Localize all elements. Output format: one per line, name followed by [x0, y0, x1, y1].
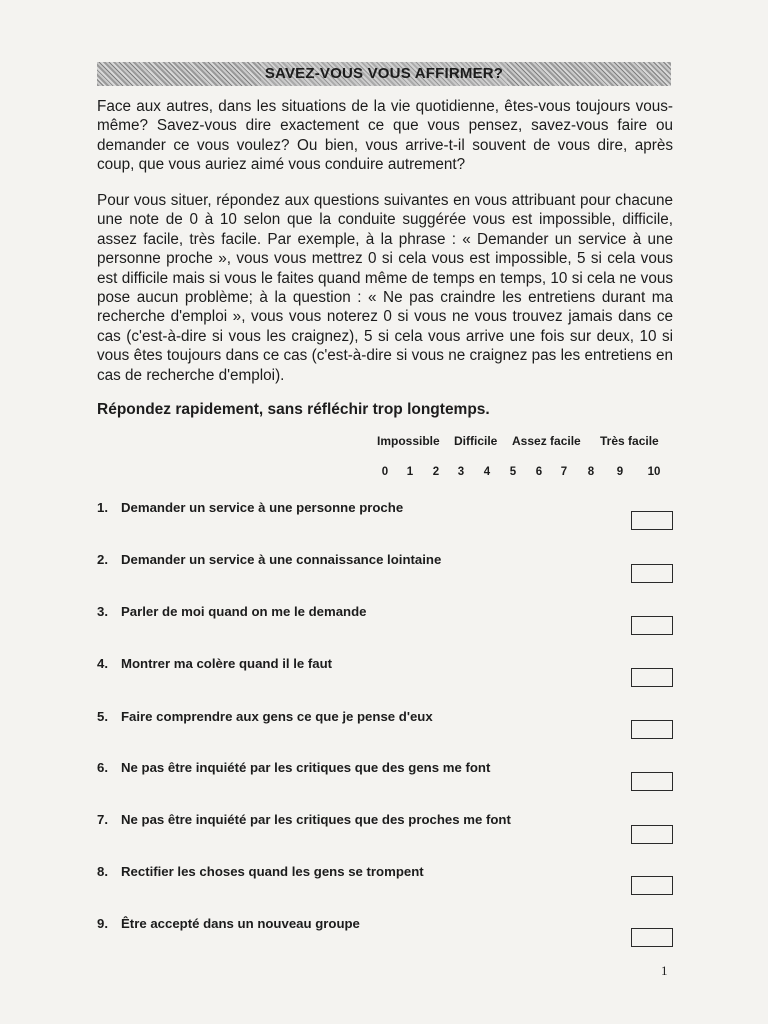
- question-text: Rectifier les choses quand les gens se trompent: [121, 864, 424, 879]
- question-text: Faire comprendre aux gens ce que je pense d'eux: [121, 709, 433, 724]
- question-number: 3.: [97, 604, 108, 619]
- question-item: [97, 760, 490, 775]
- page-number: 1: [661, 963, 668, 978]
- scale-number: 6: [535, 466, 543, 478]
- question-item: [97, 500, 403, 515]
- question-text: Ne pas être inquiété par les critiques que des proches me font: [121, 812, 511, 827]
- question-text: Être accepté dans un nouveau groupe: [121, 916, 360, 931]
- question-item: [97, 656, 332, 671]
- answer-box[interactable]: [631, 876, 673, 895]
- answer-box[interactable]: [631, 772, 673, 791]
- question-number: 5.: [97, 709, 108, 724]
- question-text: Ne pas être inquiété par les critiques que des gens me font: [121, 760, 491, 775]
- answer-box[interactable]: [631, 668, 673, 687]
- answer-box[interactable]: [631, 616, 673, 635]
- question-text: Montrer ma colère quand il le faut: [121, 656, 333, 671]
- question-text: Demander un service à une personne proche: [121, 500, 404, 515]
- question-item: [97, 916, 360, 931]
- page-title: SAVEZ-VOUS VOUS AFFIRMER?: [261, 62, 507, 86]
- question-number: 9.: [97, 916, 108, 931]
- question-item: [97, 604, 367, 619]
- question-item: [97, 552, 441, 567]
- scale-number: 3: [457, 466, 465, 478]
- question-number: 7.: [97, 812, 108, 827]
- question-number: 1.: [97, 500, 108, 515]
- scale-number: 0: [381, 466, 389, 478]
- instruction-text: Répondez rapidement, sans réfléchir trop longtemps.: [97, 401, 490, 418]
- scale-number: 10: [647, 466, 661, 478]
- question-number: 2.: [97, 552, 108, 567]
- scale-number: 8: [587, 466, 595, 478]
- scale-number: 4: [483, 466, 491, 478]
- answer-box[interactable]: [631, 511, 673, 530]
- scale-header-difficile: Difficile: [454, 434, 498, 448]
- question-item: [97, 709, 433, 724]
- answer-box[interactable]: [631, 928, 673, 947]
- question-text: Parler de moi quand on me le demande: [121, 604, 367, 619]
- scale-header-impossible: Impossible: [377, 434, 440, 448]
- question-number: 4.: [97, 656, 108, 671]
- scale-number: 9: [616, 466, 624, 478]
- scale-number: 2: [432, 466, 440, 478]
- question-number: 6.: [97, 760, 108, 775]
- scale-header-assez-facile: Assez facile: [512, 434, 581, 448]
- question-text: Demander un service à une connaissance lointaine: [121, 552, 442, 567]
- scale-number: 1: [406, 466, 414, 478]
- answer-box[interactable]: [631, 825, 673, 844]
- intro-paragraph-1: Face aux autres, dans les situations de la vie quotidienne, êtes-vous toujours vous-même? Savez-vous dire exactement ce que vous pensez, savez-vous faire ou demander ce vous voulez? Ou bien, vous arrive-t-il souvent de vous dire, après coup, que vous auriez aimé vous conduire autrement?: [97, 98, 673, 174]
- title-banner: [97, 62, 671, 86]
- scale-number: 7: [560, 466, 568, 478]
- answer-box[interactable]: [631, 720, 673, 739]
- question-item: [97, 864, 424, 879]
- question-item: [97, 812, 511, 827]
- answer-box[interactable]: [631, 564, 673, 583]
- scale-number: 5: [509, 466, 517, 478]
- intro-paragraph-2: Pour vous situer, répondez aux questions suivantes en vous attribuant pour chacune une note de 0 à 10 selon que la conduite suggérée vous est impossible, difficile, assez facile, très facile. Par exemple, à la phrase : « Demander un service à une personne proche », vous vous mettrez 0 si cela vous est impossible, 5 si cela vous est difficile mais si vous le faites quand même de temps en temps, 10 si cela ne vous pose aucun problème; à la question : « Ne pas craindre les entretiens durant ma recherche d'emploi », vous vous noterez 0 si vous ne vous trouvez jamais dans ce cas (c'est-à-dire si vous les craignez), 5 si cela vous arrive une fois sur deux, 10 si vous êtes toujours dans ce cas (c'est-à-dire si vous ne craignez pas les entretiens en cas de recherche d'emploi).: [97, 192, 673, 384]
- scale-header-tres-facile: Très facile: [600, 434, 659, 448]
- question-number: 8.: [97, 864, 108, 879]
